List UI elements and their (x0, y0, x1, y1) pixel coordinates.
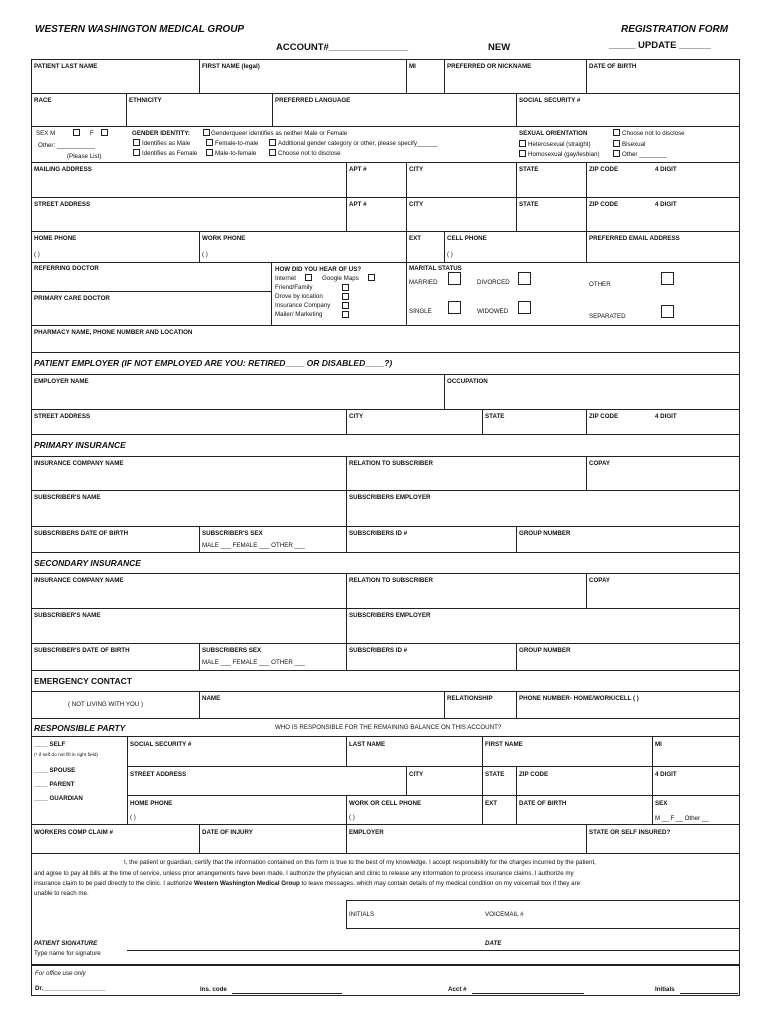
ethnicity-label: ETHNICITY (129, 97, 162, 104)
resp-city-label: CITY (409, 771, 424, 778)
mailing-4digit-label: 4 DIGIT (655, 166, 677, 173)
orientation-no-disclose-checkbox[interactable] (613, 129, 620, 136)
certify-org-name: Western Washington Medical Group (193, 880, 300, 887)
secondary-subscriber-dob-label: SUBSCRIBER'S DATE OF BIRTH (34, 647, 130, 654)
patient-employer-title: PATIENT EMPLOYER (IF NOT EMPLOYED ARE YOU: RETIRED____ OR DISABLED____?) (34, 358, 393, 368)
office-use-label: For office use only (35, 970, 86, 977)
drove-by-label: Drove by location (275, 293, 323, 300)
home-phone-label: HOME PHONE (34, 235, 77, 242)
street-state-label: STATE (519, 201, 539, 208)
primary-sex-options[interactable]: MALE ___ FEMALE ___ OTHER ___ (202, 542, 305, 549)
friend-family-label: Friend/Family (275, 284, 313, 291)
resp-first-name-label: FIRST NAME (485, 741, 523, 748)
mtf-checkbox[interactable] (206, 149, 213, 156)
date-of-birth-label: DATE OF BIRTH (589, 63, 637, 70)
ftm-label: Female-to-male (215, 140, 259, 147)
cell-phone-label: CELL PHONE (447, 235, 487, 242)
not-living-label: ( NOT LIVING WITH YOU ) (68, 701, 144, 708)
voicemail-label: VOICEMAIL # (485, 911, 524, 918)
mailing-state-label: STATE (519, 166, 539, 173)
resp-dob-label: DATE OF BIRTH (519, 800, 567, 807)
divorced-label: DIVORCED (477, 279, 510, 286)
genderqueer-label: Genderqueer identifies as neither Male or Female (211, 130, 348, 137)
signature-date-label: DATE (485, 940, 502, 947)
resp-last-name-label: LAST NAME (349, 741, 386, 748)
pharmacy-label: PHARMACY NAME, PHONE NUMBER AND LOCATION (34, 329, 193, 336)
friend-family-checkbox[interactable] (342, 284, 349, 291)
emergency-phone-label: PHONE NUMBER- HOME/WORK/CELL ( ) (519, 695, 639, 702)
primary-subscriber-dob-label: SUBSCRIBERS DATE OF BIRTH (34, 530, 129, 537)
married-label: MARRIED (409, 279, 438, 286)
emergency-contact-title: EMERGENCY CONTACT (34, 676, 132, 686)
street-apt-label: APT # (349, 201, 367, 208)
certify-line-3c: to leave messages, which may contain details of my medical condition on my voicemail box if they are (299, 880, 581, 887)
sex-f-label: F (90, 130, 94, 137)
additional-gender-checkbox[interactable] (269, 139, 276, 146)
form-border (31, 59, 740, 996)
ext-label: EXT (409, 235, 422, 242)
form-title: REGISTRATION FORM (621, 24, 729, 35)
secondary-subscriber-id-label: SUBSCRIBERS ID # (349, 647, 408, 654)
sex-male-checkbox[interactable] (73, 129, 80, 136)
office-dr-field[interactable]: Dr.__________________ (35, 985, 106, 992)
google-maps-checkbox[interactable] (368, 274, 375, 281)
internet-label: Internet (275, 275, 296, 282)
mailer-checkbox[interactable] (342, 311, 349, 318)
primary-group-number-label: GROUP NUMBER (519, 530, 571, 537)
street-city-label: CITY (409, 201, 424, 208)
gender-identity-label: GENDER IDENTITY: (132, 130, 190, 137)
new-label: NEW (488, 42, 511, 53)
heterosexual-checkbox[interactable] (519, 140, 526, 147)
sex-other-field[interactable]: Other: ___________ (38, 142, 95, 149)
self-note: (* if self do not fill in right field) (34, 753, 98, 758)
certify-line-1: I, the patient or guardian, certify that the information contained on this form is true to the best of my knowledge. I accept responsibility for the charges incurred by the patient, (124, 859, 596, 866)
homosexual-label: Homosexual (gay/lesbian) (528, 151, 600, 158)
primary-subscriber-sex-label: SUBSCRIBER'S SEX (202, 530, 263, 537)
mailer-label: Mailer/ Marketing (275, 311, 323, 318)
employer-name-label: EMPLOYER NAME (34, 378, 89, 385)
sex-m-label: SEX M (36, 130, 56, 137)
primary-relation-label: RELATION TO SUBSCRIBER (349, 460, 433, 467)
type-name-label: Type name for signature (34, 950, 101, 957)
mailing-address-label: MAILING ADDRESS (34, 166, 92, 173)
home-phone-paren: ( ) (34, 251, 40, 258)
employer-zip-label: ZIP CODE (589, 413, 619, 420)
please-list-label: (Please List) (67, 153, 102, 160)
street-4digit-label: 4 DIGIT (655, 201, 677, 208)
nickname-label: PREFERRED OR NICKNAME (447, 63, 532, 70)
street-zip-label: ZIP CODE (589, 201, 619, 208)
resp-sex-options[interactable]: M __ F __ Other __ (655, 815, 709, 822)
secondary-relation-label: RELATION TO SUBSCRIBER (349, 577, 433, 584)
genderqueer-checkbox[interactable] (203, 129, 210, 136)
preferred-language-label: PREFERRED LANGUAGE (275, 97, 351, 104)
additional-gender-label: Additional gender category or other, please specify______ (278, 140, 438, 147)
secondary-subscriber-name-label: SUBSCRIBER'S NAME (34, 612, 101, 619)
emergency-relationship-label: RELATIONSHIP (447, 695, 493, 702)
orientation-no-disclose-label: Choose not to disclose (622, 130, 685, 137)
separated-checkbox[interactable] (661, 305, 674, 318)
office-initials-label: Initials (655, 986, 675, 993)
drove-by-checkbox[interactable] (342, 293, 349, 300)
date-of-injury-label: DATE OF INJURY (202, 829, 253, 836)
patient-signature-label: PATIENT SIGNATURE (34, 940, 98, 947)
resp-employer-label: EMPLOYER (349, 829, 384, 836)
secondary-insurance-title: SECONDARY INSURANCE (34, 558, 141, 568)
marital-other-label: OTHER (589, 281, 611, 288)
secondary-group-number-label: GROUP NUMBER (519, 647, 571, 654)
separated-label: SEPARATED (589, 313, 626, 320)
office-ins-code-label: Ins. code (200, 986, 227, 993)
occupation-label: OCCUPATION (447, 378, 488, 385)
single-label: SINGLE (409, 308, 432, 315)
orientation-other-label: Other ________ (622, 151, 667, 158)
secondary-sex-options[interactable]: MALE ___ FEMALE ___ OTHER ___ (202, 659, 305, 666)
responsible-party-title: RESPONSIBLE PARTY (34, 723, 126, 733)
signature-field[interactable] (127, 932, 482, 950)
primary-company-label: INSURANCE COMPANY NAME (34, 460, 124, 467)
resp-sex-label: SEX (655, 800, 668, 807)
office-acct-label: Acct # (448, 986, 467, 993)
resp-state-label: STATE (485, 771, 505, 778)
certify-line-2: and agree to pay all bills at the time of service, unless prior arrangements have been made. I authorize the physician and clinic to release any information to process insurance claims. I authorize my (34, 870, 574, 877)
employer-city-label: CITY (349, 413, 364, 420)
primary-care-doctor-label: PRIMARY CARE DOCTOR (34, 295, 110, 302)
office-use-box (31, 965, 740, 996)
bisexual-label: Bisexual (622, 141, 646, 148)
orientation-other-checkbox[interactable] (613, 150, 620, 157)
social-security-label: SOCIAL SECURITY # (519, 97, 581, 104)
resp-mi-label: MI (655, 741, 662, 748)
widowed-label: WIDOWED (477, 308, 509, 315)
secondary-company-label: INSURANCE COMPANY NAME (34, 577, 124, 584)
homosexual-checkbox[interactable] (519, 150, 526, 157)
mailing-city-label: CITY (409, 166, 424, 173)
identifies-female-checkbox[interactable] (133, 149, 140, 156)
resp-ssn-label: SOCIAL SECURITY # (130, 741, 192, 748)
bisexual-checkbox[interactable] (613, 140, 620, 147)
secondary-copay-label: COPAY (589, 577, 610, 584)
parent-option[interactable]: ____ PARENT (34, 781, 75, 788)
ftm-checkbox[interactable] (206, 139, 213, 146)
insurance-company-checkbox[interactable] (342, 302, 349, 309)
how-did-you-hear-label: HOW DID YOU HEAR OF US? (275, 266, 362, 273)
mi-label: MI (409, 63, 416, 70)
resp-work-paren: ( ) (349, 814, 355, 821)
primary-insurance-title: PRIMARY INSURANCE (34, 440, 126, 450)
employer-4digit-label: 4 DIGIT (655, 413, 677, 420)
primary-copay-label: COPAY (589, 460, 610, 467)
mailing-zip-label: ZIP CODE (589, 166, 619, 173)
married-checkbox[interactable] (448, 272, 461, 285)
insurance-company-label: Insurance Company (275, 302, 331, 309)
gender-no-disclose-label: Choose not to disclose (278, 150, 341, 157)
initials-label: INITIALS (349, 911, 375, 918)
emergency-name-label: NAME (202, 695, 221, 702)
certify-line-3 (34, 880, 580, 887)
secondary-subscriber-employer-label: SUBSCRIBERS EMPLOYER (349, 612, 431, 619)
identifies-female-label: Identifies as Female (142, 150, 198, 157)
identifies-male-checkbox[interactable] (133, 139, 140, 146)
resp-4digit-label: 4 DIGIT (655, 771, 677, 778)
primary-subscriber-name-label: SUBSCRIBER'S NAME (34, 494, 101, 501)
race-label: RACE (34, 97, 52, 104)
gender-no-disclose-checkbox[interactable] (269, 149, 276, 156)
employer-state-label: STATE (485, 413, 505, 420)
first-name-label: FIRST NAME (legal) (202, 63, 260, 70)
mailing-apt-label: APT # (349, 166, 367, 173)
employer-street-label: STREET ADDRESS (34, 413, 91, 420)
account-number-field[interactable]: ACCOUNT#_______________ (276, 42, 409, 53)
referring-doctor-label: REFERRING DOCTOR (34, 265, 99, 272)
cell-phone-paren: ( ) (447, 251, 453, 258)
primary-subscriber-employer-label: SUBSCRIBERS EMPLOYER (349, 494, 431, 501)
resp-zip-label: ZIP CODE (519, 771, 549, 778)
work-phone-label: WORK PHONE (202, 235, 246, 242)
secondary-subscriber-sex-label: SUBSCRIBERS SEX (202, 647, 262, 654)
self-option[interactable]: ____ SELF (34, 741, 66, 748)
resp-street-label: STREET ADDRESS (130, 771, 187, 778)
preferred-email-label: PREFERRED EMAIL ADDRESS (589, 235, 680, 242)
update-field[interactable]: _____ UPDATE ______ (609, 40, 711, 51)
spouse-option[interactable]: ____ SPOUSE (34, 767, 76, 774)
street-address-label: STREET ADDRESS (34, 201, 91, 208)
identifies-male-label: Identifies as Male (142, 140, 191, 147)
resp-ext-label: EXT (485, 800, 498, 807)
marital-status-label: MARITAL STATUS (409, 265, 462, 272)
resp-home-phone-label: HOME PHONE (130, 800, 173, 807)
patient-last-name-label: PATIENT LAST NAME (34, 63, 98, 70)
guardian-option[interactable]: ____ GUARDIAN (34, 795, 83, 802)
work-phone-paren: ( ) (202, 251, 208, 258)
workers-comp-label: WORKERS COMP CLAIM # (34, 829, 113, 836)
marital-other-checkbox[interactable] (661, 272, 674, 285)
widowed-checkbox[interactable] (518, 301, 531, 314)
single-checkbox[interactable] (448, 301, 461, 314)
certify-line-4: unable to reach me. (34, 890, 89, 897)
divorced-checkbox[interactable] (518, 272, 531, 285)
sex-female-checkbox[interactable] (101, 129, 108, 136)
state-self-insured-label: STATE OR SELF INSURED? (589, 829, 671, 836)
responsible-question: WHO IS RESPONSIBLE FOR THE REMAINING BALANCE ON THIS ACCOUNT? (275, 724, 502, 731)
google-maps-label: Google Maps (322, 275, 359, 282)
heterosexual-label: Heterosexual (straight) (528, 141, 591, 148)
internet-checkbox[interactable] (305, 274, 312, 281)
mtf-label: Male-to-female (215, 150, 257, 157)
sexual-orientation-label: SEXUAL ORIENTATION (519, 130, 588, 137)
resp-work-phone-label: WORK OR CELL PHONE (349, 800, 422, 807)
certify-line-3a: insurance claim to be paid directly to the clinic. I authorize (34, 880, 194, 887)
primary-subscriber-id-label: SUBSCRIBERS ID # (349, 530, 408, 537)
resp-home-paren: ( ) (130, 814, 136, 821)
org-name: WESTERN WASHINGTON MEDICAL GROUP (35, 24, 245, 35)
